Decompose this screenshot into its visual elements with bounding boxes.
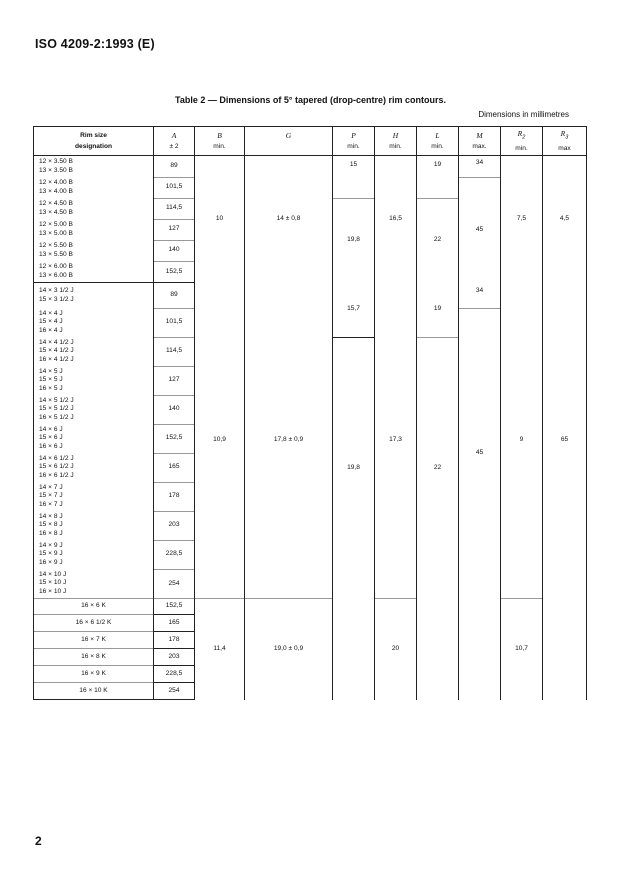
col-R2-sub: min. [515,145,528,153]
col-L-sym: L [435,131,440,140]
cell-P: 19,8 [333,337,375,599]
rim-designation: 12 × 6.00 B [39,263,73,271]
rim-designation: 16 × 8 K [81,652,106,660]
rim-designation: 16 × 5 1/2 J [39,413,74,421]
cell-H: 16,5 [375,156,417,283]
rim-designation: 15 × 4 J [39,318,63,326]
cell-G: 19,0 ± 0,9 [245,599,333,700]
rim-designation: 15 × 5 J [39,376,63,384]
rim-designation: 13 × 3.50 B [39,166,73,174]
rim-designation: 14 × 5 J [39,367,63,375]
table-row [34,283,587,309]
rim-designation: 14 × 7 J [39,483,63,491]
rim-designation: 15 × 7 J [39,492,63,500]
cell-A: 178 [154,482,195,511]
rim-designation: 16 × 10 J [39,587,67,595]
col-R3 [543,127,587,156]
document-header: ISO 4209-2:1993 (E) [35,37,155,51]
table-header-row [34,127,587,156]
col-A-sym: A [171,131,177,140]
col-R2-sym: R [517,128,523,138]
col-H-sub: min. [389,143,402,150]
rim-designation: 16 × 9 J [39,558,63,566]
rim-designation: 12 × 4.50 B [39,200,73,208]
rim-designation: 13 × 5.00 B [39,229,73,237]
cell-G: 17,8 ± 0,9 [245,283,333,599]
cell-A: 254 [154,569,195,599]
rim-designation: 15 × 8 J [39,521,63,529]
rim-designation: 14 × 8 J [39,512,63,520]
rim-designation: 14 × 4 1/2 J [39,338,74,346]
cell-A: 89 [154,156,195,178]
cell-A: 114,5 [154,337,195,366]
cell-A: 152,5 [154,424,195,453]
rim-designation: 15 × 10 J [39,579,67,587]
rim-designation: 15 × 3 1/2 J [39,295,74,303]
cell-L: 19 [417,156,459,199]
rim-designation: 12 × 3.50 B [39,158,73,166]
cell-R3-empty [543,599,587,700]
cell-B: 10,9 [195,283,245,599]
rim-designation: 14 × 4 J [39,309,63,317]
rim-designation: 12 × 5.00 B [39,221,73,229]
cell-A: 254 [154,683,195,700]
rim-designation: 16 × 10 K [79,686,108,694]
cell-L-empty [417,599,459,700]
rim-designation: 14 × 6 1/2 J [39,454,74,462]
cell-M: 34 [459,156,501,178]
col-M [459,127,501,156]
rim-designation: 14 × 6 J [39,425,63,433]
cell-A: 114,5 [154,198,195,219]
cell-A: 140 [154,395,195,424]
cell-A: 152,5 [154,261,195,283]
cell-A: 127 [154,219,195,240]
cell-L: 22 [417,337,459,599]
cell-A: 203 [154,649,195,666]
cell-H: 17,3 [375,283,417,599]
rim-designation: 15 × 4 1/2 J [39,347,74,355]
rim-designation: 13 × 4.00 B [39,187,73,195]
col-B-sym: B [217,131,222,140]
rim-designation: 15 × 5 1/2 J [39,405,74,413]
col-R2 [501,127,543,156]
cell-A: 101,5 [154,308,195,337]
rim-designation: 16 × 8 J [39,529,63,537]
rim-designation: 16 × 9 K [81,669,106,677]
col-L [417,127,459,156]
col-A-sub: ± 2 [169,143,179,150]
cell-A: 140 [154,240,195,261]
col-G-sym: G [285,131,292,140]
cell-B: 10 [195,156,245,283]
rim-designation: 12 × 5.50 B [39,242,73,250]
rim-designation: 14 × 3 1/2 J [39,287,74,295]
cell-A: 228,5 [154,666,195,683]
rim-designation: 12 × 4.00 B [39,179,73,187]
col-rim-size [34,127,154,156]
table-body [34,156,587,700]
col-rim-line2: designation [75,143,112,150]
rim-designation: 15 × 9 J [39,550,63,558]
table-title: Table 2 — Dimensions of 5° tapered (drop-centre) rim contours. [175,95,446,105]
rim-designation: 13 × 4.50 B [39,208,73,216]
col-R3-sub: max [558,145,571,153]
rim-designation: 16 × 6 1/2 J [39,471,74,479]
col-G [245,127,333,156]
rim-designation: 16 × 7 J [39,500,63,508]
col-R2-idx: 2 [522,134,526,141]
rim-designation: 16 × 4 1/2 J [39,355,74,363]
rim-designation: 14 × 5 1/2 J [39,396,74,404]
rim-designation: 14 × 9 J [39,541,63,549]
table-row [34,599,587,615]
table-row [34,156,587,178]
cell-L: 19 [417,283,459,338]
col-R3-idx: 3 [565,134,569,141]
rim-designation: 16 × 6 1/2 K [75,618,112,626]
cell-M: 34 [459,283,501,309]
cell-R3: 4,5 [543,156,587,283]
rim-designation: 14 × 10 J [39,570,67,578]
cell-A: 203 [154,511,195,540]
col-B-sub: min. [213,143,226,150]
rim-designation: 13 × 6.00 B [39,271,73,279]
cell-R2: 7,5 [501,156,543,283]
rim-designation: 16 × 6 K [81,602,106,610]
rim-designation: 15 × 6 1/2 J [39,463,74,471]
rim-designation: 16 × 4 J [39,326,63,334]
col-P-sub: min. [347,143,360,150]
col-R3-sym: R [560,128,566,138]
col-M-sym: M [476,131,483,140]
cell-A: 152,5 [154,599,195,615]
cell-G: 14 ± 0,8 [245,156,333,283]
rim-designation: 16 × 5 J [39,384,63,392]
col-M-sub: max. [472,143,487,150]
cell-L: 22 [417,198,459,283]
cell-P: 15 [333,156,375,199]
col-rim-line1: Rim size [80,132,107,139]
cell-A: 127 [154,366,195,395]
cell-M-empty [459,599,501,700]
col-H [375,127,417,156]
rim-dimensions-table [33,126,587,700]
cell-P-empty [333,599,375,700]
col-B [195,127,245,156]
cell-R2: 9 [501,283,543,599]
cell-B: 11,4 [195,599,245,700]
cell-A: 101,5 [154,177,195,198]
cell-A: 165 [154,453,195,482]
rim-designation: 15 × 6 J [39,434,63,442]
cell-H: 20 [375,599,417,700]
col-A [154,127,195,156]
cell-P: 15,7 [333,283,375,338]
rim-designation: 16 × 6 J [39,442,63,450]
cell-M: 45 [459,177,501,283]
cell-A: 89 [154,283,195,309]
col-P [333,127,375,156]
units-note: Dimensions in millimetres [478,110,569,119]
cell-R2: 10,7 [501,599,543,700]
col-L-sub: min. [431,143,444,150]
cell-A: 228,5 [154,540,195,569]
cell-A: 178 [154,632,195,649]
page-number: 2 [35,834,42,848]
cell-P: 19,8 [333,198,375,283]
cell-A: 165 [154,615,195,632]
cell-M: 45 [459,308,501,599]
rim-designation: 13 × 5.50 B [39,250,73,258]
col-H-sym: H [392,131,399,140]
rim-designation: 16 × 7 K [81,635,106,643]
col-P-sym: P [351,131,356,140]
cell-R3: 65 [543,283,587,599]
